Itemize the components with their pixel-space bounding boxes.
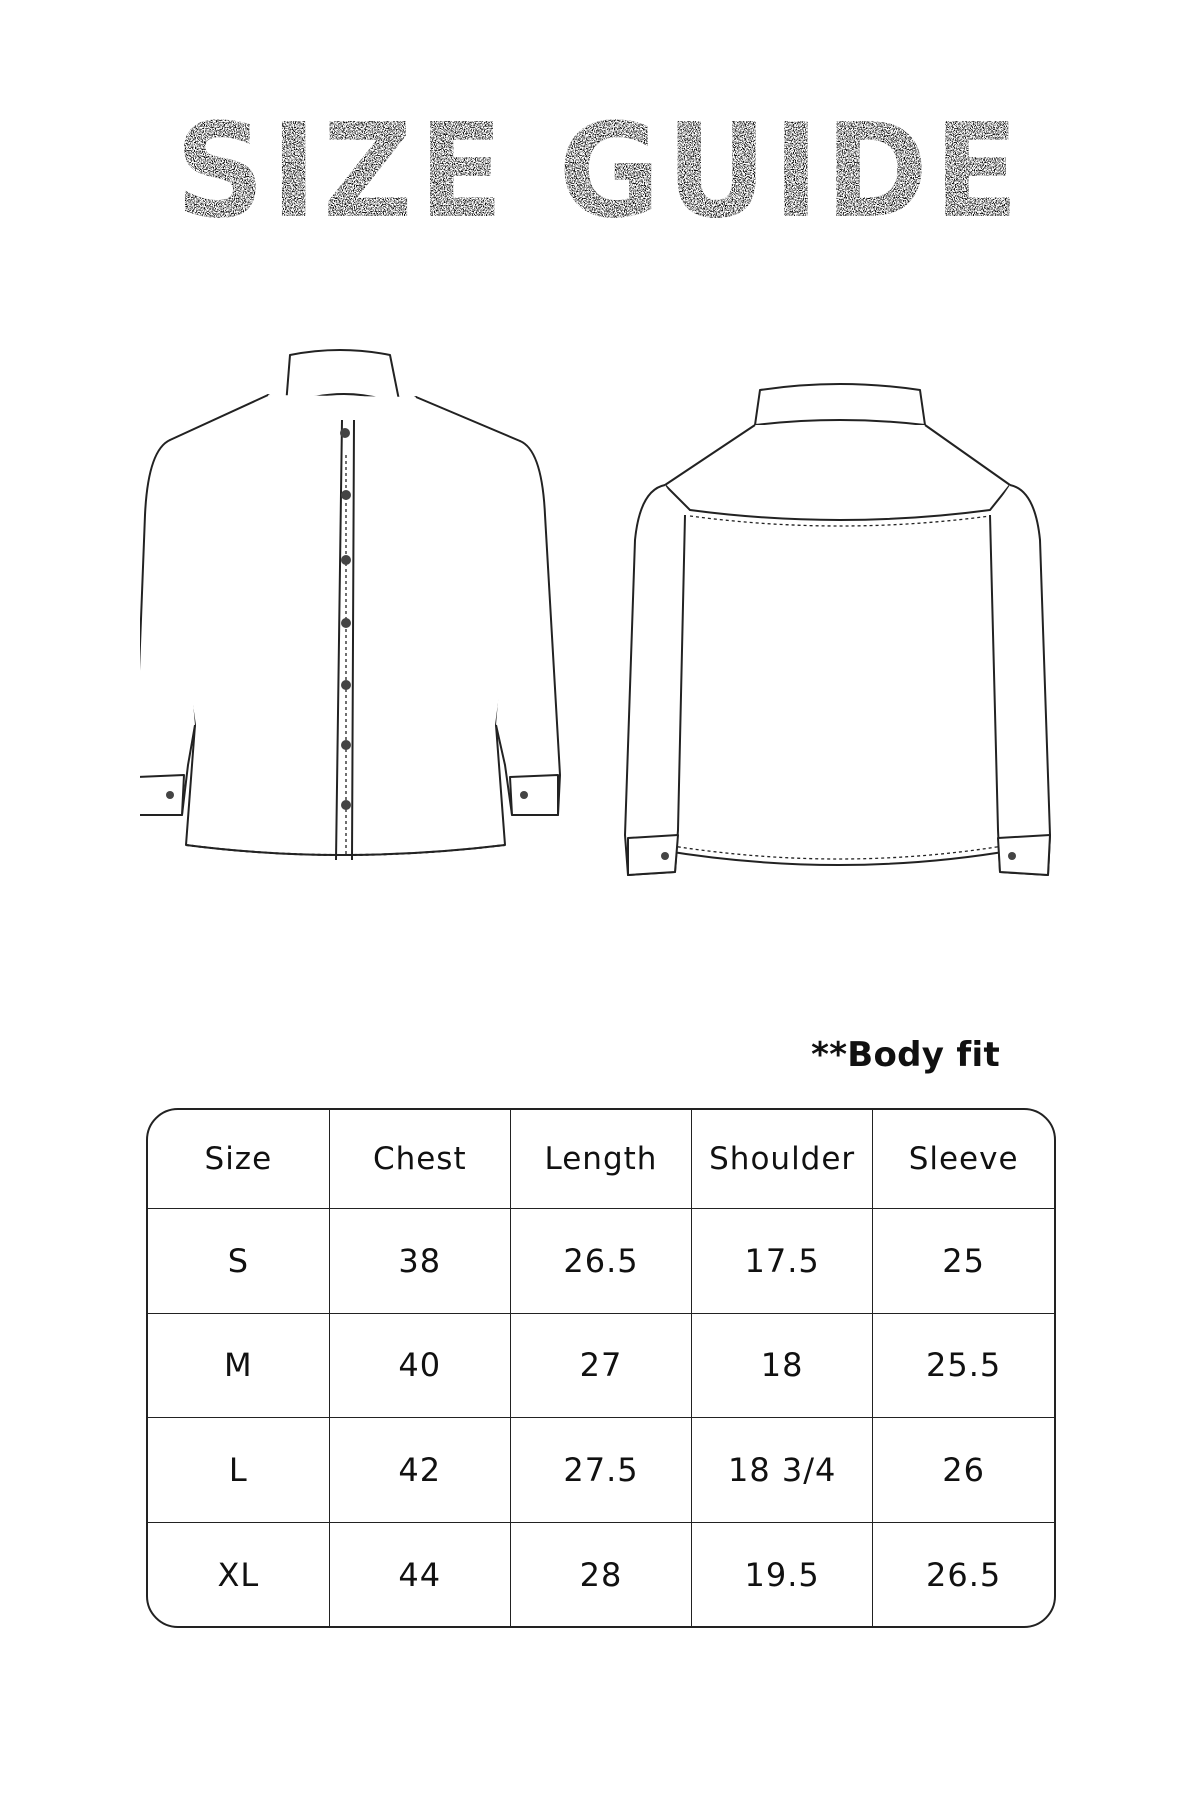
shirt-back-icon [620,380,1060,940]
col-header-size: Size [148,1110,329,1208]
cell-length: 28 [510,1523,691,1627]
cell-length: 27.5 [510,1418,691,1523]
col-header-chest: Chest [329,1110,510,1208]
fit-note: **Body fit [811,1035,1000,1075]
table-row [148,1208,1054,1313]
size-table [146,1108,1056,1628]
cell-chest: 42 [329,1418,510,1523]
cell-chest: 40 [329,1313,510,1418]
cell-chest: 38 [329,1208,510,1313]
table-row [148,1523,1054,1627]
cell-size: L [148,1418,329,1523]
cell-shoulder: 17.5 [692,1208,873,1313]
col-header-length: Length [510,1110,691,1208]
col-header-shoulder: Shoulder [692,1110,873,1208]
cell-length: 27 [510,1313,691,1418]
table-row [148,1418,1054,1523]
title-text: SIZE GUIDE [175,95,1025,247]
col-header-sleeve: Sleeve [873,1110,1054,1208]
cell-size: S [148,1208,329,1313]
cell-chest: 44 [329,1523,510,1627]
cell-shoulder: 18 3/4 [692,1418,873,1523]
cell-shoulder: 18 [692,1313,873,1418]
cell-shoulder: 19.5 [692,1523,873,1627]
cell-length: 26.5 [510,1208,691,1313]
page-title [0,90,1200,270]
table-header-row [148,1110,1054,1208]
cell-sleeve: 26 [873,1418,1054,1523]
cell-sleeve: 25.5 [873,1313,1054,1418]
shirt-front-icon [140,345,570,905]
cell-size: XL [148,1523,329,1627]
table-row [148,1313,1054,1418]
cell-sleeve: 25 [873,1208,1054,1313]
cell-sleeve: 26.5 [873,1523,1054,1627]
cell-size: M [148,1313,329,1418]
